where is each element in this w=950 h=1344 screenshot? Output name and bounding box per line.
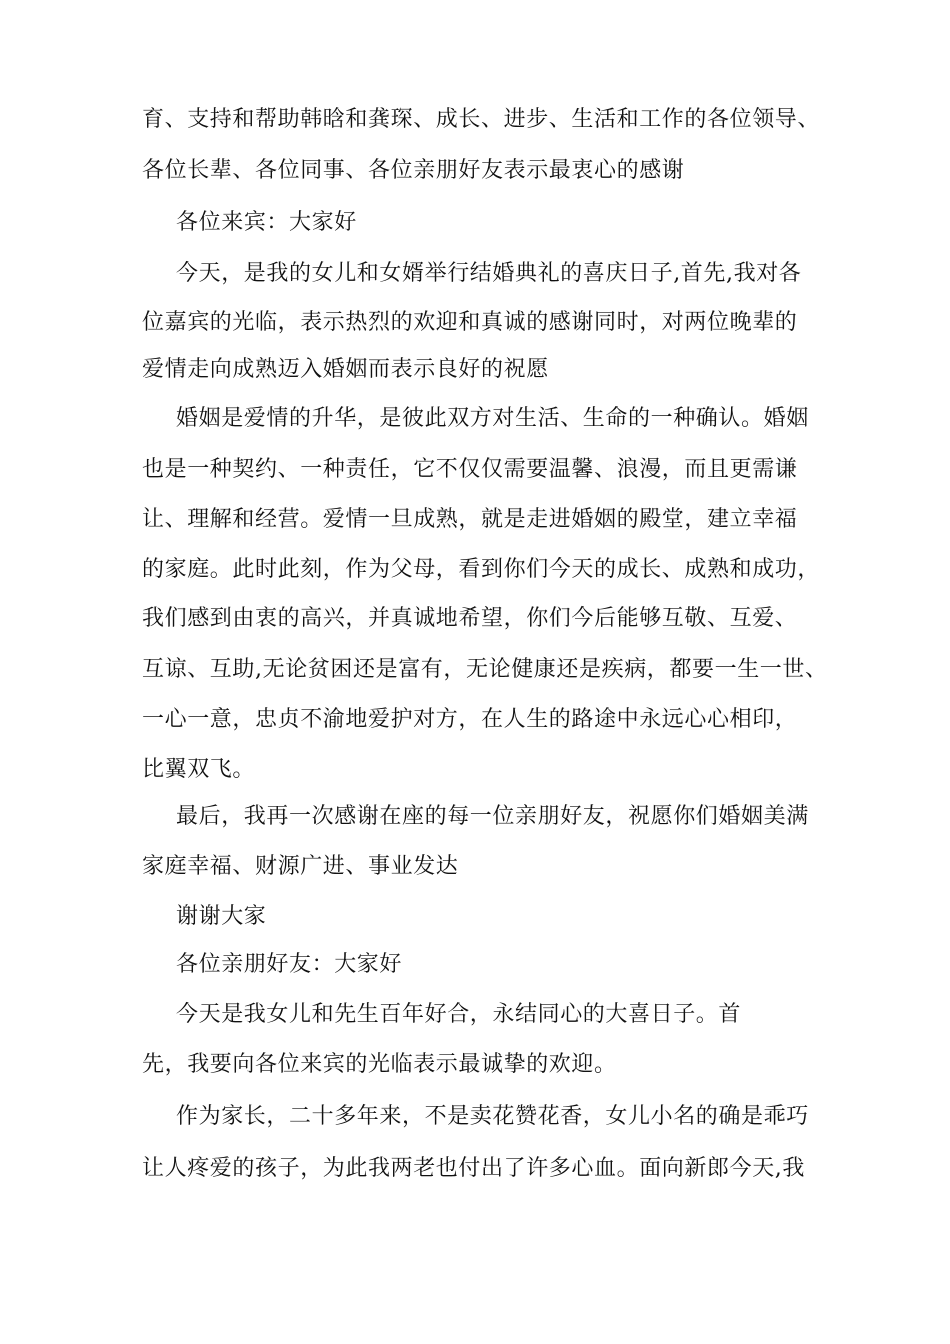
text-line: 先，我要向各位来宾的光临表示最诚挚的欢迎。 [142, 1052, 617, 1077]
text-line: 谢谢大家 [176, 904, 267, 929]
text-line: 的家庭。此时此刻，作为父母，看到你们今天的成长、成熟和成功， [142, 557, 821, 582]
text-line: 位嘉宾的光临，表示热烈的欢迎和真诚的感谢同时，对两位晚辈的 [142, 310, 798, 335]
text-line: 各位长辈、各位同事、各位亲朋好友表示最衷心的感谢 [142, 158, 685, 183]
text-line: 让人疼爱的孩子，为此我两老也付出了许多心血。面向新郎今天,我 [142, 1156, 805, 1181]
text-line: 今天是我女儿和先生百年好合，永结同心的大喜日子。首 [176, 1002, 742, 1027]
text-line: 让、理解和经营。爱情一旦成熟，就是走进婚姻的殿堂，建立幸福 [142, 507, 798, 532]
text-line: 比翼双飞。 [142, 757, 256, 782]
text-line: 婚姻是爱情的升华，是彼此双方对生活、生命的一种确认。婚姻 [176, 406, 809, 431]
text-line: 也是一种契约、一种责任，它不仅仅需要温馨、浪漫，而且更需谦 [142, 457, 798, 482]
text-line: 互谅、互助,无论贫困还是富有，无论健康还是疾病，都要一生一世、 [142, 657, 828, 682]
text-line: 各位来宾：大家好 [176, 210, 357, 235]
text-line: 爱情走向成熟迈入婚姻而表示良好的祝愿 [142, 357, 549, 382]
text-line: 育、支持和帮助韩晗和龚琛、成长、进步、生活和工作的各位领导、 [142, 107, 821, 132]
text-line: 作为家长，二十多年来，不是卖花赞花香，女儿小名的确是乖巧 [176, 1104, 809, 1129]
text-line: 今天，是我的女儿和女婿举行结婚典礼的喜庆日子,首先,我对各 [176, 261, 802, 286]
text-line: 各位亲朋好友：大家好 [176, 952, 403, 977]
text-line: 家庭幸福、财源广进、事业发达 [142, 854, 459, 879]
text-line: 一心一意，忠贞不渝地爱护对方，在人生的路途中永远心心相印， [142, 707, 798, 732]
text-line: 我们感到由衷的高兴，并真诚地希望，你们今后能够互敬、互爱、 [142, 606, 798, 631]
text-line: 最后，我再一次感谢在座的每一位亲朋好友，祝愿你们婚姻美满 [176, 804, 809, 829]
